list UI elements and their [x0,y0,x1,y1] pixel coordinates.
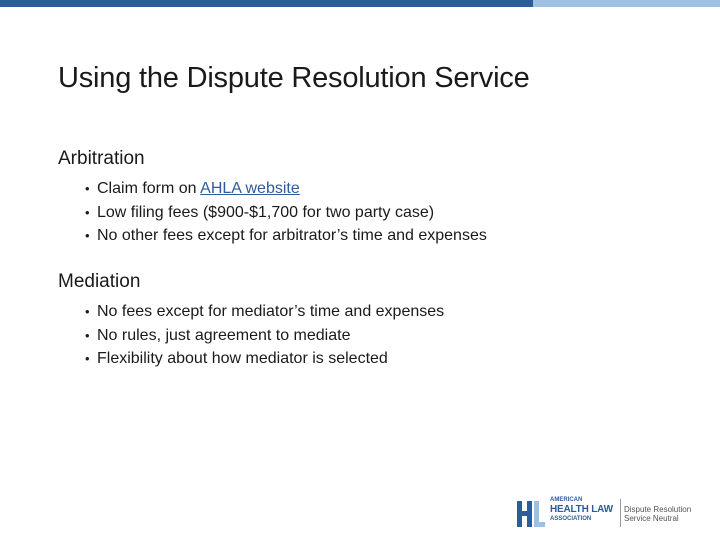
bullet-item [85,324,658,348]
slide-title: Using the Dispute Resolution Service [58,62,530,94]
logo-service-text [624,505,691,523]
logo-line-health-law: HEALTH LAW [550,504,613,515]
section-arbitration [58,147,658,248]
logo-line-association: ASSOCIATION [550,516,592,522]
ahla-logo [517,497,697,531]
logo-service-line1: Dispute Resolution [624,505,692,514]
bullet-item [85,201,658,225]
bullet-item [85,347,658,371]
top-accent-bar-light [533,0,720,7]
bullet-text: Low filing fees ($900-$1,700 for two party case) [97,203,435,221]
ahla-wordmark [550,497,613,523]
bullet-item [85,300,658,324]
bullet-text: No fees except for mediator’s time and expenses [97,303,445,320]
ahla-website-link[interactable]: AHLA website [200,180,300,197]
logo-line-american: AMERICAN [550,497,583,503]
section-mediation [58,270,658,371]
top-accent-bar-dark [0,0,533,7]
bullet-icon: • [85,228,90,243]
bullet-icon: • [85,327,90,343]
bullet-icon: • [85,351,90,366]
section-heading-mediation: Mediation [58,271,141,292]
top-accent-bar [0,0,720,7]
bullet-text: Flexibility about how mediator is selected [97,350,388,367]
bullet-list-arbitration [58,177,658,248]
logo-service-line2: Service Neutral [624,514,679,523]
bullet-item [85,224,658,248]
bullet-item [85,177,658,201]
hl-monogram-icon [517,500,545,528]
section-heading-arbitration: Arbitration [58,148,145,169]
bullet-icon: • [85,204,90,220]
bullet-text: Claim form on [97,180,201,197]
bullet-icon: • [85,304,90,319]
bullet-list-mediation [58,300,658,371]
bullet-icon: • [85,181,90,196]
bullet-text: No rules, just agreement to mediate [97,326,351,344]
logo-divider [620,499,621,527]
bullet-text: No other fees except for arbitrator’s time and expenses [97,227,487,244]
